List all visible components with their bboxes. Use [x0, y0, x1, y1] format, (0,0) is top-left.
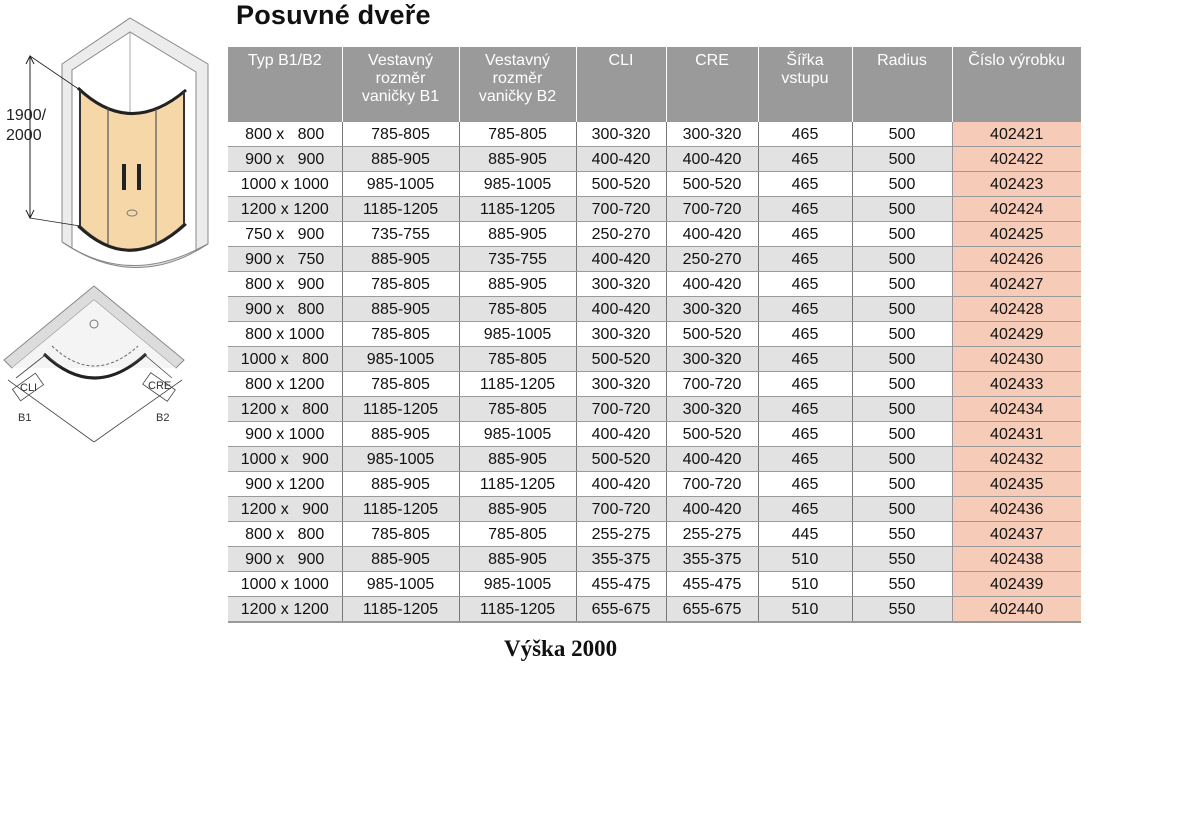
tray-b1-cell: 885-905 [342, 422, 459, 447]
cli-cell: 500-520 [576, 172, 666, 197]
tray-b1-cell: 1185-1205 [342, 397, 459, 422]
entry-width-cell: 465 [758, 472, 852, 497]
cre-cell: 700-720 [666, 472, 758, 497]
product-number-cell: 402433 [952, 372, 1081, 397]
entry-width-cell: 465 [758, 297, 852, 322]
cre-cell: 355-375 [666, 547, 758, 572]
tray-b1-cell: 985-1005 [342, 172, 459, 197]
height-note: Výška 2000 [504, 636, 618, 661]
radius-cell: 500 [852, 297, 952, 322]
tray-b1-cell: 785-805 [342, 322, 459, 347]
plan-label-b2: B2 [156, 412, 170, 424]
tray-b1-cell: 985-1005 [342, 347, 459, 372]
entry-width-cell: 465 [758, 272, 852, 297]
tray-b1-cell: 1185-1205 [342, 197, 459, 222]
cre-cell: 255-275 [666, 522, 758, 547]
product-number-cell: 402436 [952, 497, 1081, 522]
type-cell: 1200 x 900 [228, 497, 342, 522]
tray-b1-cell: 885-905 [342, 247, 459, 272]
type-cell: 900 x 900 [228, 147, 342, 172]
tray-b1-cell: 885-905 [342, 297, 459, 322]
table-row [228, 122, 1081, 147]
tray-b1-cell: 985-1005 [342, 572, 459, 597]
tray-b2-cell: 885-905 [459, 147, 576, 172]
cre-cell: 500-520 [666, 172, 758, 197]
tray-b2-cell: 885-905 [459, 222, 576, 247]
tray-b2-cell: 785-805 [459, 397, 576, 422]
type-cell: 800 x 900 [228, 272, 342, 297]
cli-cell: 400-420 [576, 472, 666, 497]
cli-cell: 500-520 [576, 347, 666, 372]
tray-b1-header: Vestavný rozměr vaničky B1 [342, 47, 459, 122]
cli-cell: 400-420 [576, 247, 666, 272]
entry-width-cell: 465 [758, 447, 852, 472]
product-number-header: Číslo výrobku [952, 47, 1081, 122]
cli-cell: 700-720 [576, 197, 666, 222]
cre-cell: 455-475 [666, 572, 758, 597]
table-row [228, 372, 1081, 397]
entry-width-cell: 465 [758, 397, 852, 422]
entry-width-cell: 465 [758, 122, 852, 147]
cli-cell: 400-420 [576, 147, 666, 172]
cli-cell: 400-420 [576, 297, 666, 322]
tray-b2-cell: 885-905 [459, 447, 576, 472]
radius-header: Radius [852, 47, 952, 122]
product-number-cell: 402438 [952, 547, 1081, 572]
type-cell: 1000 x 1000 [228, 572, 342, 597]
table-row [228, 322, 1081, 347]
radius-cell: 550 [852, 547, 952, 572]
product-number-cell: 402430 [952, 347, 1081, 372]
product-number-cell: 402428 [952, 297, 1081, 322]
tray-b2-cell: 885-905 [459, 547, 576, 572]
entry-width-cell: 465 [758, 172, 852, 197]
type-cell: 1200 x 800 [228, 397, 342, 422]
cre-cell: 300-320 [666, 297, 758, 322]
type-cell: 1200 x 1200 [228, 597, 342, 623]
tray-b1-cell: 885-905 [342, 472, 459, 497]
entry-width-cell: 465 [758, 197, 852, 222]
cre-cell: 400-420 [666, 272, 758, 297]
product-number-cell: 402425 [952, 222, 1081, 247]
type-cell: 800 x 1000 [228, 322, 342, 347]
cli-cell: 355-375 [576, 547, 666, 572]
type-cell: 800 x 1200 [228, 372, 342, 397]
entry-width-cell: 465 [758, 147, 852, 172]
tray-b1-cell: 985-1005 [342, 447, 459, 472]
table-body [228, 122, 1081, 622]
type-cell: 1000 x 800 [228, 347, 342, 372]
product-number-cell: 402429 [952, 322, 1081, 347]
tray-b2-cell: 1185-1205 [459, 197, 576, 222]
radius-cell: 500 [852, 147, 952, 172]
type-cell: 900 x 900 [228, 547, 342, 572]
cli-header: CLI [576, 47, 666, 122]
radius-cell: 500 [852, 372, 952, 397]
radius-cell: 500 [852, 122, 952, 147]
product-number-cell: 402435 [952, 472, 1081, 497]
cli-cell: 500-520 [576, 447, 666, 472]
cre-cell: 400-420 [666, 147, 758, 172]
cli-cell: 655-675 [576, 597, 666, 623]
type-cell: 800 x 800 [228, 122, 342, 147]
product-number-cell: 402439 [952, 572, 1081, 597]
table-row [228, 297, 1081, 322]
tray-b1-cell: 785-805 [342, 122, 459, 147]
tray-b1-cell: 785-805 [342, 272, 459, 297]
table-header-row [228, 47, 1081, 122]
table-row [228, 197, 1081, 222]
entry-width-cell: 465 [758, 247, 852, 272]
cre-cell: 400-420 [666, 497, 758, 522]
type-cell: 900 x 1000 [228, 422, 342, 447]
table-row [228, 572, 1081, 597]
entry-width-cell: 510 [758, 597, 852, 623]
product-number-cell: 402437 [952, 522, 1081, 547]
type-cell: 900 x 800 [228, 297, 342, 322]
entry-width-cell: 510 [758, 547, 852, 572]
cli-cell: 300-320 [576, 372, 666, 397]
type-cell: 1000 x 900 [228, 447, 342, 472]
radius-cell: 500 [852, 397, 952, 422]
cre-cell: 700-720 [666, 372, 758, 397]
type-cell: 900 x 750 [228, 247, 342, 272]
cre-cell: 400-420 [666, 222, 758, 247]
table-row [228, 272, 1081, 297]
product-number-cell: 402431 [952, 422, 1081, 447]
table-row [228, 597, 1081, 623]
tray-b2-cell: 785-805 [459, 122, 576, 147]
tray-b2-cell: 985-1005 [459, 172, 576, 197]
cre-cell: 500-520 [666, 322, 758, 347]
tray-b2-cell: 985-1005 [459, 572, 576, 597]
table-row [228, 347, 1081, 372]
entry-width-cell: 465 [758, 422, 852, 447]
cre-cell: 300-320 [666, 397, 758, 422]
entry-width-cell: 465 [758, 497, 852, 522]
product-number-cell: 402434 [952, 397, 1081, 422]
cli-cell: 700-720 [576, 397, 666, 422]
radius-cell: 500 [852, 172, 952, 197]
cre-cell: 655-675 [666, 597, 758, 623]
cli-cell: 250-270 [576, 222, 666, 247]
table-row [228, 547, 1081, 572]
product-number-cell: 402426 [952, 247, 1081, 272]
tray-b2-cell: 785-805 [459, 297, 576, 322]
table-row [228, 247, 1081, 272]
entry-width-header: Šířka vstupu [758, 47, 852, 122]
tray-b2-cell: 885-905 [459, 272, 576, 297]
cli-cell: 300-320 [576, 122, 666, 147]
radius-cell: 500 [852, 322, 952, 347]
plan-label-b1: B1 [18, 412, 32, 424]
tray-b2-cell: 985-1005 [459, 322, 576, 347]
radius-cell: 500 [852, 497, 952, 522]
type-cell: 900 x 1200 [228, 472, 342, 497]
entry-width-cell: 445 [758, 522, 852, 547]
tray-b2-cell: 785-805 [459, 522, 576, 547]
tray-b1-cell: 885-905 [342, 147, 459, 172]
tray-b2-cell: 785-805 [459, 347, 576, 372]
entry-width-cell: 465 [758, 372, 852, 397]
table-row [228, 472, 1081, 497]
entry-width-cell: 465 [758, 347, 852, 372]
table-row [228, 147, 1081, 172]
table-row [228, 222, 1081, 247]
product-number-cell: 402440 [952, 597, 1081, 623]
table-row [228, 397, 1081, 422]
cre-cell: 300-320 [666, 122, 758, 147]
product-number-cell: 402423 [952, 172, 1081, 197]
entry-width-cell: 510 [758, 572, 852, 597]
cli-cell: 700-720 [576, 497, 666, 522]
radius-cell: 500 [852, 272, 952, 297]
radius-cell: 500 [852, 197, 952, 222]
tray-b2-cell: 885-905 [459, 497, 576, 522]
cre-header: CRE [666, 47, 758, 122]
cre-cell: 400-420 [666, 447, 758, 472]
product-spec-table [228, 47, 1081, 623]
page-title: Posuvné dveře [236, 0, 431, 30]
radius-cell: 500 [852, 447, 952, 472]
radius-cell: 500 [852, 422, 952, 447]
cre-cell: 500-520 [666, 422, 758, 447]
type-cell: 1200 x 1200 [228, 197, 342, 222]
tray-b2-cell: 985-1005 [459, 422, 576, 447]
radius-cell: 550 [852, 522, 952, 547]
radius-cell: 500 [852, 472, 952, 497]
radius-cell: 500 [852, 247, 952, 272]
cli-cell: 300-320 [576, 272, 666, 297]
cli-cell: 400-420 [576, 422, 666, 447]
entry-width-cell: 465 [758, 222, 852, 247]
type-cell: 1000 x 1000 [228, 172, 342, 197]
table-row [228, 447, 1081, 472]
cre-cell: 300-320 [666, 347, 758, 372]
entry-width-cell: 465 [758, 322, 852, 347]
tray-b1-cell: 885-905 [342, 547, 459, 572]
product-number-cell: 402421 [952, 122, 1081, 147]
cre-cell: 250-270 [666, 247, 758, 272]
plan-label-cli: CLI [20, 382, 38, 394]
cli-cell: 455-475 [576, 572, 666, 597]
radius-cell: 550 [852, 572, 952, 597]
cli-cell: 300-320 [576, 322, 666, 347]
tray-b1-cell: 785-805 [342, 522, 459, 547]
type-header: Typ B1/B2 [228, 47, 342, 122]
tray-b1-cell: 785-805 [342, 372, 459, 397]
plan-label-cre: CRE [148, 380, 172, 392]
tray-b2-cell: 1185-1205 [459, 372, 576, 397]
tray-b2-cell: 1185-1205 [459, 472, 576, 497]
table-row [228, 172, 1081, 197]
type-cell: 800 x 800 [228, 522, 342, 547]
plan-view-diagram [0, 282, 222, 452]
cli-cell: 255-275 [576, 522, 666, 547]
product-number-cell: 402432 [952, 447, 1081, 472]
product-number-cell: 402427 [952, 272, 1081, 297]
radius-cell: 500 [852, 347, 952, 372]
tray-b1-cell: 735-755 [342, 222, 459, 247]
table-row [228, 422, 1081, 447]
tray-b2-cell: 735-755 [459, 247, 576, 272]
radius-cell: 550 [852, 597, 952, 623]
table-row [228, 522, 1081, 547]
tray-b1-cell: 1185-1205 [342, 497, 459, 522]
product-number-cell: 402422 [952, 147, 1081, 172]
cre-cell: 700-720 [666, 197, 758, 222]
tray-b1-cell: 1185-1205 [342, 597, 459, 623]
height-dimension-label: 1900/ 2000 [6, 107, 47, 144]
tray-b2-header: Vestavný rozměr vaničky B2 [459, 47, 576, 122]
type-cell: 750 x 900 [228, 222, 342, 247]
table-row [228, 497, 1081, 522]
radius-cell: 500 [852, 222, 952, 247]
tray-b2-cell: 1185-1205 [459, 597, 576, 623]
product-number-cell: 402424 [952, 197, 1081, 222]
